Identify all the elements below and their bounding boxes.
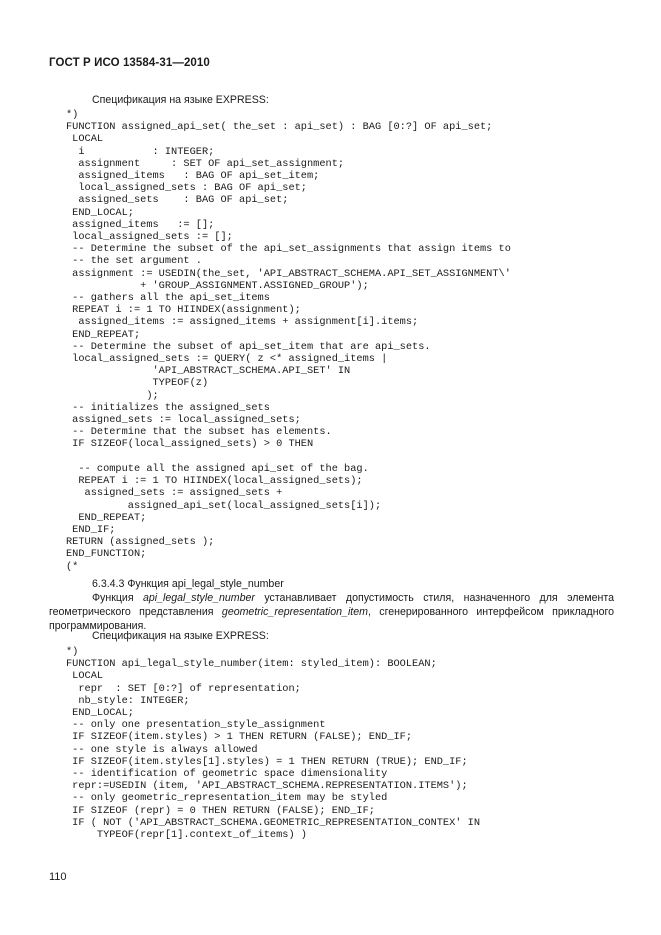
block2-line: IF ( NOT ('API_ABSTRACT_SCHEMA.GEOMETRIC_REPRESENTATION_CONTEX' IN — [66, 816, 481, 829]
block1-line: LOCAL — [66, 133, 104, 146]
block1-line: assigned_sets := assigned_sets + — [66, 487, 283, 500]
code-block-assigned-api-set — [66, 109, 511, 573]
block2-line: -- only geometric_representation_item may be styled — [66, 792, 388, 805]
block1-line: local_assigned_sets : BAG OF api_set; — [66, 182, 307, 195]
block2-line: -- identification of geometric space dimensionality — [66, 768, 388, 781]
block1-line: REPEAT i := 1 TO HIINDEX(assignment); — [66, 304, 301, 317]
spec-label-1: Спецификация на языке EXPRESS: — [92, 94, 269, 106]
block1-line: 'API_ABSTRACT_SCHEMA.API_SET' IN — [66, 365, 351, 378]
block1-line: FUNCTION assigned_api_set( the_set : api_set) : BAG [0:?] OF api_set; — [66, 121, 493, 134]
section-6-3-4-3 — [49, 577, 614, 633]
block1-line: -- the set argument . — [66, 255, 202, 268]
spec-label-2: Спецификация на языке EXPRESS: — [92, 630, 269, 642]
block2-line: FUNCTION api_legal_style_number(item: styled_item): BOOLEAN; — [66, 658, 437, 671]
block1-line: (* — [66, 560, 79, 573]
block2-line: LOCAL — [66, 670, 104, 683]
block1-line: assigned_items : BAG OF api_set_item; — [66, 170, 320, 183]
block2-line: END_LOCAL; — [66, 707, 134, 720]
block2-line: IF SIZEOF(item.styles) > 1 THEN RETURN (FALSE); END_IF; — [66, 731, 413, 744]
block1-line: END_REPEAT; — [66, 328, 141, 341]
block2-line: -- only one presentation_style_assignment — [66, 719, 326, 732]
block2-line: IF SIZEOF(item.styles[1].styles) = 1 THEN RETURN (TRUE); END_IF; — [66, 755, 468, 768]
block1-line: local_assigned_sets := []; — [66, 231, 233, 244]
block1-line: REPEAT i := 1 TO HIINDEX(local_assigned_sets); — [66, 475, 363, 488]
block1-line: assigned_items := assigned_items + assignment[i].items; — [66, 316, 419, 329]
block1-line: assignment := USEDIN(the_set, 'API_ABSTRACT_SCHEMA.API_SET_ASSIGNMENT\' — [66, 267, 511, 280]
block1-line: i : INTEGER; — [66, 145, 215, 158]
block1-line: END_FUNCTION; — [66, 548, 147, 561]
block2-line: repr:=USEDIN (item, 'API_ABSTRACT_SCHEMA.REPRESENTATION.ITEMS'); — [66, 780, 468, 793]
block1-line: -- Determine that the subset has elements. — [66, 426, 332, 439]
block1-line: assigned_sets : BAG OF api_set; — [66, 194, 289, 207]
block2-line: *) — [66, 646, 79, 658]
block1-line: assigned_api_set(local_assigned_sets[i]); — [66, 499, 382, 512]
block1-line: -- initializes the assigned_sets — [66, 401, 270, 414]
block1-line: -- gathers all the api_set_items — [66, 292, 270, 305]
block2-line: nb_style: INTEGER; — [66, 694, 190, 707]
page-number: 110 — [49, 871, 67, 883]
block1-line: -- Determine the subset of the api_set_assignments that assign items to — [66, 243, 511, 256]
block1-line: RETURN (assigned_sets ); — [66, 536, 215, 549]
block1-line: END_LOCAL; — [66, 206, 134, 219]
section-paragraph: Функция api_legal_style_number устанавливает допустимость стиля, назначенного для элемента геометрического представления geometric_representation_item, сгенерированного интерфейсом прикладного программирования. — [49, 592, 614, 632]
block2-line: IF SIZEOF (repr) = 0 THEN RETURN (FALSE); END_IF; — [66, 804, 375, 817]
block1-line: END_REPEAT; — [66, 511, 147, 524]
block1-line: -- Determine the subset of api_set_item that are api_sets. — [66, 340, 431, 353]
block2-line: -- one style is always allowed — [66, 743, 258, 756]
block1-line: assigned_sets := local_assigned_sets; — [66, 414, 301, 427]
block1-line: TYPEOF(z) — [66, 377, 209, 390]
block2-line: TYPEOF(repr[1].context_of_items) ) — [66, 829, 307, 842]
block1-line: assignment : SET OF api_set_assignment; — [66, 157, 345, 170]
block2-line: repr : SET [0:?] of representation; — [66, 682, 301, 695]
block1-line: + 'GROUP_ASSIGNMENT.ASSIGNED_GROUP'); — [66, 279, 369, 292]
entity-name: geometric_representation_item — [221, 606, 368, 618]
code-block-api-legal-style-number — [66, 646, 480, 841]
block1-line: local_assigned_sets := QUERY( z <* assigned_items | — [66, 353, 388, 366]
block1-line: *) — [66, 109, 79, 121]
block1-line: assigned_items := []; — [66, 218, 215, 231]
block1-line: IF SIZEOF(local_assigned_sets) > 0 THEN — [66, 438, 314, 451]
page-header: ГОСТ Р ИСО 13584-31—2010 — [49, 57, 210, 69]
section-heading: 6.3.4.3 Функция api_legal_style_number — [92, 578, 284, 590]
block1-line: -- compute all the assigned api_set of the bag. — [66, 462, 369, 475]
block1-line: ); — [66, 389, 159, 402]
block1-line: END_IF; — [66, 523, 116, 536]
function-name: api_legal_style_number — [143, 592, 255, 604]
